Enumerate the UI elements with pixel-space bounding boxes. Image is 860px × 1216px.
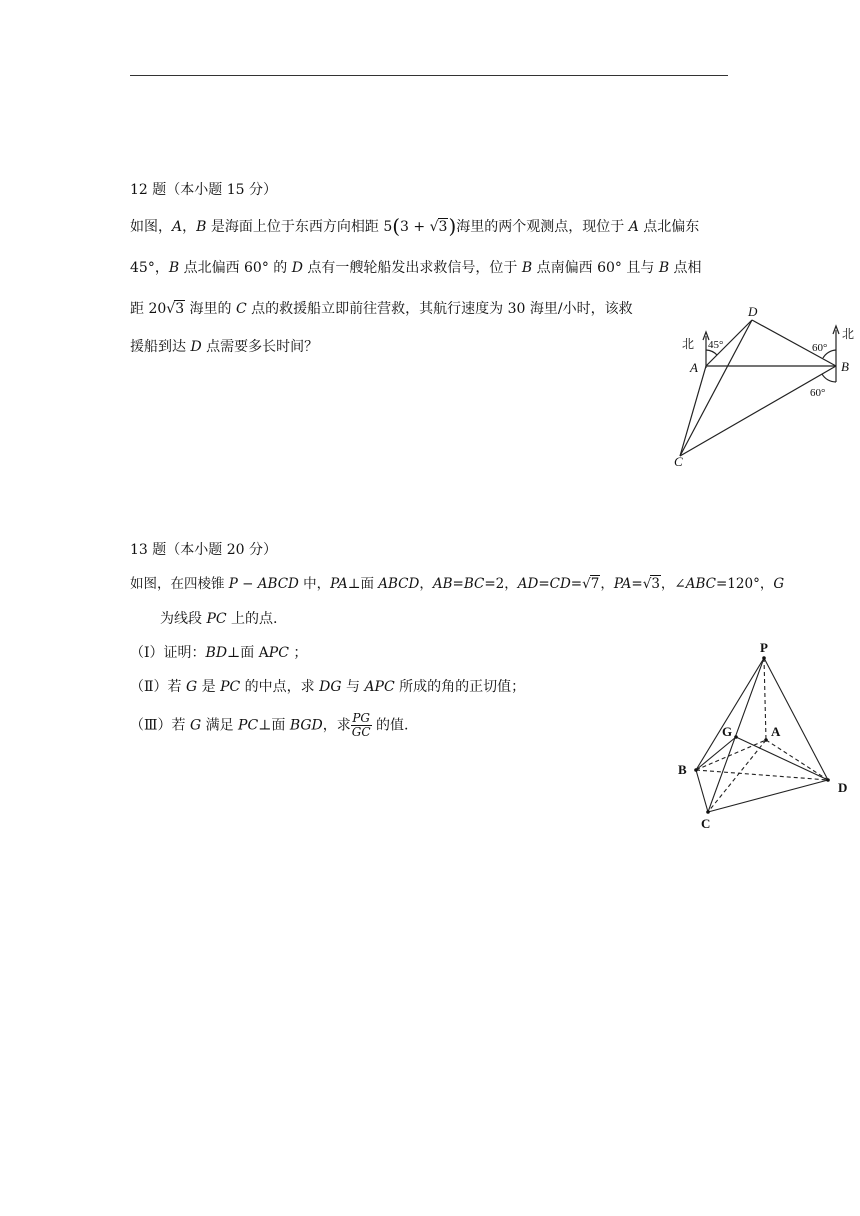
q12-l1-a: 如图，: [130, 219, 172, 235]
q13-l1-c: 中，: [298, 576, 331, 592]
label-a: A: [771, 724, 781, 739]
q13-l2-a: 为线段: [160, 611, 207, 627]
q13-l1-m: =120°，: [715, 576, 774, 592]
q13-text-line-1: [130, 574, 784, 594]
point-a: A: [628, 219, 639, 235]
q13-p3-b: 满足: [201, 717, 239, 734]
point-g: G: [773, 576, 785, 592]
sqrt-sign: √: [166, 301, 176, 317]
q13-p1-c: ；: [288, 645, 308, 661]
q13-l1-i: =: [570, 576, 583, 592]
segment-ca: [680, 366, 706, 456]
paren-close: ): [448, 214, 457, 238]
q13-p1-b: ⊥面 A: [227, 645, 269, 661]
point-b: B: [196, 219, 207, 235]
q13-part-1: [130, 643, 307, 663]
edge-pd: [764, 658, 828, 780]
point-b: B: [168, 260, 180, 276]
q13-l2-b: 上的点.: [226, 611, 278, 627]
q13-p3-a: （Ⅲ）若: [130, 717, 190, 734]
q13-p1-a: （Ⅰ）证明：: [130, 645, 206, 661]
segment-pc-name: PC: [268, 645, 289, 661]
q13-l1-j: ，: [600, 576, 614, 592]
plane-bgd-name: BGD: [289, 717, 323, 734]
point-b: B: [658, 260, 670, 276]
q13-l1-f: =: [452, 576, 464, 592]
q12-l2-b: 点北偏西 60° 的: [179, 260, 292, 276]
q13-l1-k: =: [631, 576, 643, 592]
edge-pc: [708, 658, 764, 812]
q12-l1-comma: ，: [182, 219, 197, 235]
point-g: G: [185, 679, 198, 695]
point-a: A: [172, 219, 183, 235]
q13-part-3: [130, 712, 408, 739]
label-g: G: [722, 724, 733, 739]
q12-heading: 12 题（本小题 15 分）: [130, 182, 277, 198]
sqrt-sign: √: [642, 576, 652, 592]
north-label-b: 北: [842, 327, 855, 341]
q12-l1-b: 是海面上位于东西方向相距 5: [206, 219, 393, 235]
label-a: A: [690, 360, 698, 375]
label-d: D: [838, 780, 848, 795]
sqrt-sign: √: [429, 219, 439, 235]
label-c: C: [701, 816, 711, 831]
q12-text-line-1: [130, 216, 699, 237]
segment-pa-name: PA: [613, 576, 632, 592]
header-rule: [130, 75, 728, 76]
q13-l1-e: ，: [419, 576, 433, 592]
q12-l4-b: 点需要多长时间？: [201, 339, 319, 355]
vertex-g: [734, 735, 738, 739]
segment-ab-name: AB: [432, 576, 453, 592]
sqrt-radicand: 7: [590, 576, 600, 592]
segment-cd-name: CD: [549, 576, 571, 592]
q13-p2-e: 所成的角的正切值；: [394, 679, 526, 695]
q12-l3-b: 海里的: [185, 301, 237, 317]
label-b: B: [841, 359, 849, 374]
point-d: D: [291, 260, 303, 276]
vertex-b: [694, 768, 698, 772]
fraction-numerator: PG: [352, 711, 370, 725]
label-c: C: [674, 454, 683, 469]
sqrt-radicand: 3: [175, 301, 185, 317]
vertex-p: [762, 656, 766, 660]
point-d: D: [190, 339, 202, 355]
q13-p2-d: 与: [341, 679, 365, 695]
sqrt-radicand: 3: [651, 576, 660, 592]
vertex-c: [706, 810, 710, 814]
q13-l1-b: −: [237, 576, 258, 592]
edge-ac-hidden: [708, 740, 766, 812]
q13-l1-g: =2，: [484, 576, 518, 592]
pyramid-base-name: ABCD: [257, 576, 299, 592]
q13-l1-a: 如图，在四棱锥: [130, 576, 229, 592]
q13-p3-c: ⊥面: [258, 717, 290, 734]
edge-cd: [708, 780, 828, 812]
q12-l1-c: 海里的两个观测点，现位于: [456, 219, 629, 235]
segment-pc-name: PC: [238, 717, 259, 734]
point-b: B: [521, 260, 533, 276]
q12-l4-a: 援船到达: [130, 339, 191, 355]
angle-45-label: 45°: [708, 339, 724, 351]
angle-abc-name: ABC: [685, 576, 716, 592]
edge-ba-hidden: [696, 740, 766, 770]
sqrt-radicand: 3: [438, 219, 448, 235]
vertex-d: [826, 778, 830, 782]
q13-l1-d: ⊥面: [347, 576, 379, 592]
q12-text-line-2: [130, 258, 702, 278]
segment-ad-name: AD: [517, 576, 539, 592]
plane-abcd-name: ABCD: [378, 576, 420, 592]
point-c: C: [236, 301, 247, 317]
q12-l2-d: 点南偏西 60° 且与: [532, 260, 659, 276]
q13-p3-e: 的值.: [371, 717, 409, 734]
q13-part-2: [130, 677, 525, 697]
angle-60-top-label: 60°: [812, 342, 828, 354]
q12-text-line-4: [130, 337, 318, 357]
q13-l1-h: =: [538, 576, 550, 592]
vertex-a: [764, 738, 768, 742]
label-p: P: [760, 640, 768, 655]
edge-bc: [696, 770, 708, 812]
fraction-denominator: GC: [351, 725, 371, 739]
point-p: P: [228, 576, 238, 592]
q12-l3-c: 点的救援船立即前往营救，其航行速度为 30 海里/小时，该救: [246, 301, 633, 317]
edge-gd: [736, 737, 828, 780]
q13-p2-c: 的中点，求: [240, 679, 320, 695]
plane-apc-name: APC: [364, 679, 395, 695]
q12-l3-a: 距 20: [130, 301, 167, 317]
q13-heading: 13 题（本小题 20 分）: [130, 542, 277, 558]
q12-l1-d: 点北偏东: [638, 219, 700, 235]
q12-l1-three: 3 +: [400, 219, 430, 235]
q13-text-line-2: [160, 609, 278, 629]
north-label-a: 北: [682, 337, 695, 351]
edge-bg: [696, 737, 736, 770]
fraction-pg-gc: [351, 712, 372, 739]
angle-arc-60-bottom: [822, 374, 836, 382]
q12-l2-e: 点相: [669, 260, 702, 276]
q13-figure: [672, 640, 854, 835]
sqrt-sign: √: [582, 576, 591, 592]
q13-p2-b: 是: [197, 679, 221, 695]
q12-figure: [670, 298, 860, 470]
q13-p3-d: ，求: [322, 717, 351, 734]
edge-pb: [696, 658, 764, 770]
paren-open: (: [392, 214, 401, 238]
q13-l1-l: ，∠: [660, 576, 686, 592]
segment-bc-name: BC: [463, 576, 485, 592]
point-g: G: [189, 717, 202, 734]
label-d: D: [748, 304, 758, 319]
segment-dg-name: DG: [319, 679, 342, 695]
edge-pa-hidden: [764, 658, 766, 740]
q13-p2-a: （Ⅱ）若: [130, 679, 186, 695]
label-b: B: [678, 762, 687, 777]
q12-l2-c: 点有一艘轮船发出求救信号，位于: [302, 260, 522, 276]
edge-ad-hidden: [766, 740, 828, 780]
segment-pc-name: PC: [220, 679, 241, 695]
segment-pc-name: PC: [206, 611, 227, 627]
q12-l2-a: 45°，: [130, 260, 169, 276]
segment-bd-name: BD: [205, 645, 228, 661]
segment-pa-name: PA: [330, 576, 348, 592]
edge-bd-hidden: [696, 770, 828, 780]
angle-60-bottom-label: 60°: [810, 387, 826, 399]
q12-text-line-3: [130, 299, 633, 319]
